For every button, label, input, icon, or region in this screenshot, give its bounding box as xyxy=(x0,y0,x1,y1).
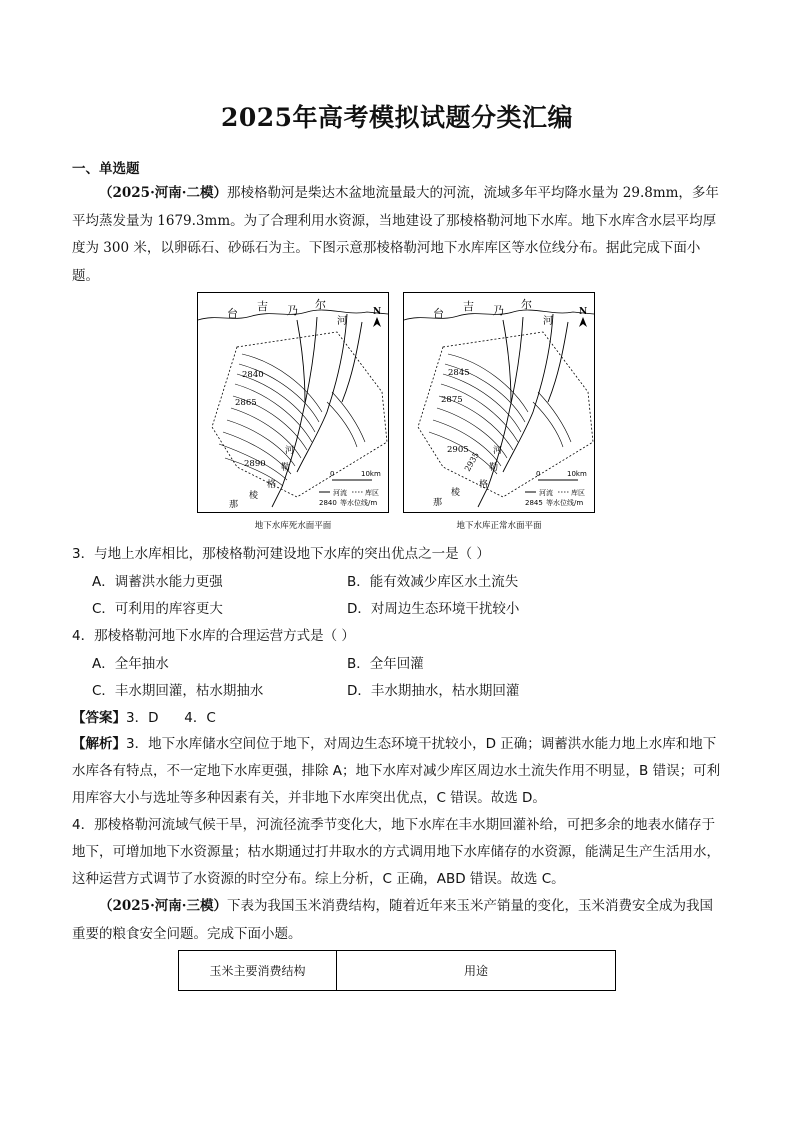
map-left-river-3: 格 xyxy=(267,480,277,490)
answer-text: 3．D 4．C xyxy=(126,710,216,726)
map-right-river-2: 勒 xyxy=(489,463,499,473)
map-right-contour-3: 2905 xyxy=(447,445,469,455)
map-right-scale-0: 0 xyxy=(536,470,541,478)
map-left-river-4: 棱 xyxy=(249,491,259,501)
map-left-legend-area: 库区 xyxy=(365,489,379,497)
map-right-legend-river: 河流 xyxy=(539,489,553,497)
question-3-stem: 3．与地上水库相比，那棱格勒河建设地下水库的突出优点之一是（ ） xyxy=(72,546,490,562)
north-arrow-shape-icon xyxy=(579,317,587,327)
question-3-option-b[interactable]: B．能有效减少库区水土流失 xyxy=(347,574,519,590)
map-left-legend-contour: 等水位线/m xyxy=(340,499,378,507)
north-arrow-icon: N xyxy=(579,307,588,317)
map-right-caption: 地下水库正常水面平面 xyxy=(456,521,542,531)
question-4-stem: 4．那棱格勒河地下水库的合理运营方式是（ ） xyxy=(72,628,355,644)
map-right-place-3: 乃 xyxy=(493,304,504,317)
map-right-place-5: 河 xyxy=(543,316,553,327)
map-left-river-1: 河 xyxy=(285,446,295,456)
map-right-place-2: 吉 xyxy=(463,300,474,313)
page-title: 2025年高考模拟试题分类汇编 xyxy=(220,103,574,132)
question-3-option-c[interactable]: C．可利用的库容更大 xyxy=(92,601,223,617)
map-left-place-2: 吉 xyxy=(257,300,268,313)
passage-2-source: （2025·河南·三模） xyxy=(99,898,227,914)
passage-2-text: 下表为我国玉米消费结构，随着近年来玉米产销量的变化，玉米消费安全成为我国重要的粮食安全问题。完成下面小题。 xyxy=(72,898,713,942)
map-right-river-4: 棱 xyxy=(451,488,461,498)
map-left-scale-10: 10km xyxy=(361,470,381,478)
north-arrow-shape-icon xyxy=(373,317,381,327)
map-right-river-3: 格 xyxy=(479,480,489,490)
map-left-caption: 地下水库死水面平面 xyxy=(254,521,332,531)
question-4-option-b[interactable]: B．全年回灌 xyxy=(347,656,424,672)
map-left-place-1: 台 xyxy=(227,307,238,320)
map-left-scale-0: 0 xyxy=(330,470,335,478)
table-header-structure: 玉米主要消费结构 xyxy=(179,951,337,991)
map-left-contour-2: 2865 xyxy=(235,398,257,408)
map-right-place-4: 尔 xyxy=(521,298,532,311)
map-right xyxy=(404,293,595,513)
passage-2 xyxy=(72,893,722,948)
map-right-place-1: 台 xyxy=(433,307,444,320)
question-4-option-c[interactable]: C．丰水期回灌，枯水期抽水 xyxy=(92,683,264,699)
question-4-option-d[interactable]: D．丰水期抽水，枯水期回灌 xyxy=(347,683,520,699)
north-arrow-icon: N xyxy=(373,307,382,317)
map-left-legend-river: 河流 xyxy=(333,489,347,497)
map-left-river-2: 勒 xyxy=(281,463,291,473)
map-right-contour-4: 2935 xyxy=(462,450,481,473)
map-right-legend-contour-value: 2845 xyxy=(525,499,543,507)
map-right-legend-contour: 等水位线/m xyxy=(546,499,584,507)
map-right-legend-area: 库区 xyxy=(571,489,585,497)
question-3-option-a[interactable]: A．调蓄洪水能力更强 xyxy=(92,574,223,590)
section-heading: 一、单选题 xyxy=(72,161,140,177)
passage-1 xyxy=(72,180,722,290)
map-left xyxy=(198,293,389,513)
analysis-paragraph-1 xyxy=(72,731,726,812)
passage-1-source: （2025·河南·二模） xyxy=(99,185,227,201)
table-row xyxy=(179,951,616,991)
corn-consumption-table xyxy=(178,950,616,991)
question-3-option-d[interactable]: D．对周边生态环境干扰较小 xyxy=(347,601,520,617)
map-left-place-5: 河 xyxy=(337,316,347,327)
map-left-place-3: 乃 xyxy=(287,304,298,317)
map-left-contour-1: 2840 xyxy=(242,370,264,380)
map-left-place-4: 尔 xyxy=(315,298,326,311)
passage-1-text: 那棱格勒河是柴达木盆地流量最大的河流，流域多年平均降水量为 29.8mm，多年平均蒸发量为 1679.3mm。为了合理利用水资源，当地建设了那棱格勒河地下水库。地下水库含水层平均厚度为 300 米，以卵砾石、砂砾石为主。下图示意那棱格勒河地下水库库区等水位线分布。据此完成下面小题。 xyxy=(72,185,719,284)
answer-line xyxy=(72,706,216,726)
map-right-contour-1: 2845 xyxy=(448,368,470,378)
map-right-river-5: 那 xyxy=(433,498,443,508)
analysis-label: 【解析】 xyxy=(72,736,126,752)
map-right-scale-10: 10km xyxy=(567,470,587,478)
analysis-paragraph-2: 4．那棱格勒河流域气候干旱，河流径流季节变化大，地下水库在丰水期回灌补给，可把多余的地表水储存于地下，可增加地下水资源量；枯水期通过打井取水的方式调用地下水库储存的水资源，能满足生产生活用水，这种运营方式调节了水资源的时空分布。综上分析，C 正确，ABD 错误。故选 C。 xyxy=(72,817,720,887)
table-header-use: 用途 xyxy=(337,951,616,991)
question-4-option-a[interactable]: A．全年抽水 xyxy=(92,656,169,672)
map-right-river-1: 河 xyxy=(493,446,503,456)
map-left-legend-contour-value: 2840 xyxy=(319,499,337,507)
map-right-contour-2: 2875 xyxy=(441,395,463,405)
answer-label: 【答案】 xyxy=(72,710,126,726)
water-level-maps xyxy=(197,292,597,532)
map-left-contour-3: 2890 xyxy=(244,459,266,469)
map-left-river-5: 那 xyxy=(229,500,239,510)
analysis-text-1: 3．地下水库储水空间位于地下，对周边生态环境干扰较小，D 正确；调蓄洪水能力地上水库和地下水库各有特点，不一定地下水库更强，排除 A；地下水库对减少库区周边水土流失作用不明显，B 错误；可利用库容大小与选址等多种因素有关，并非地下水库突出优点，C 错误。故选 D。 xyxy=(72,736,721,806)
